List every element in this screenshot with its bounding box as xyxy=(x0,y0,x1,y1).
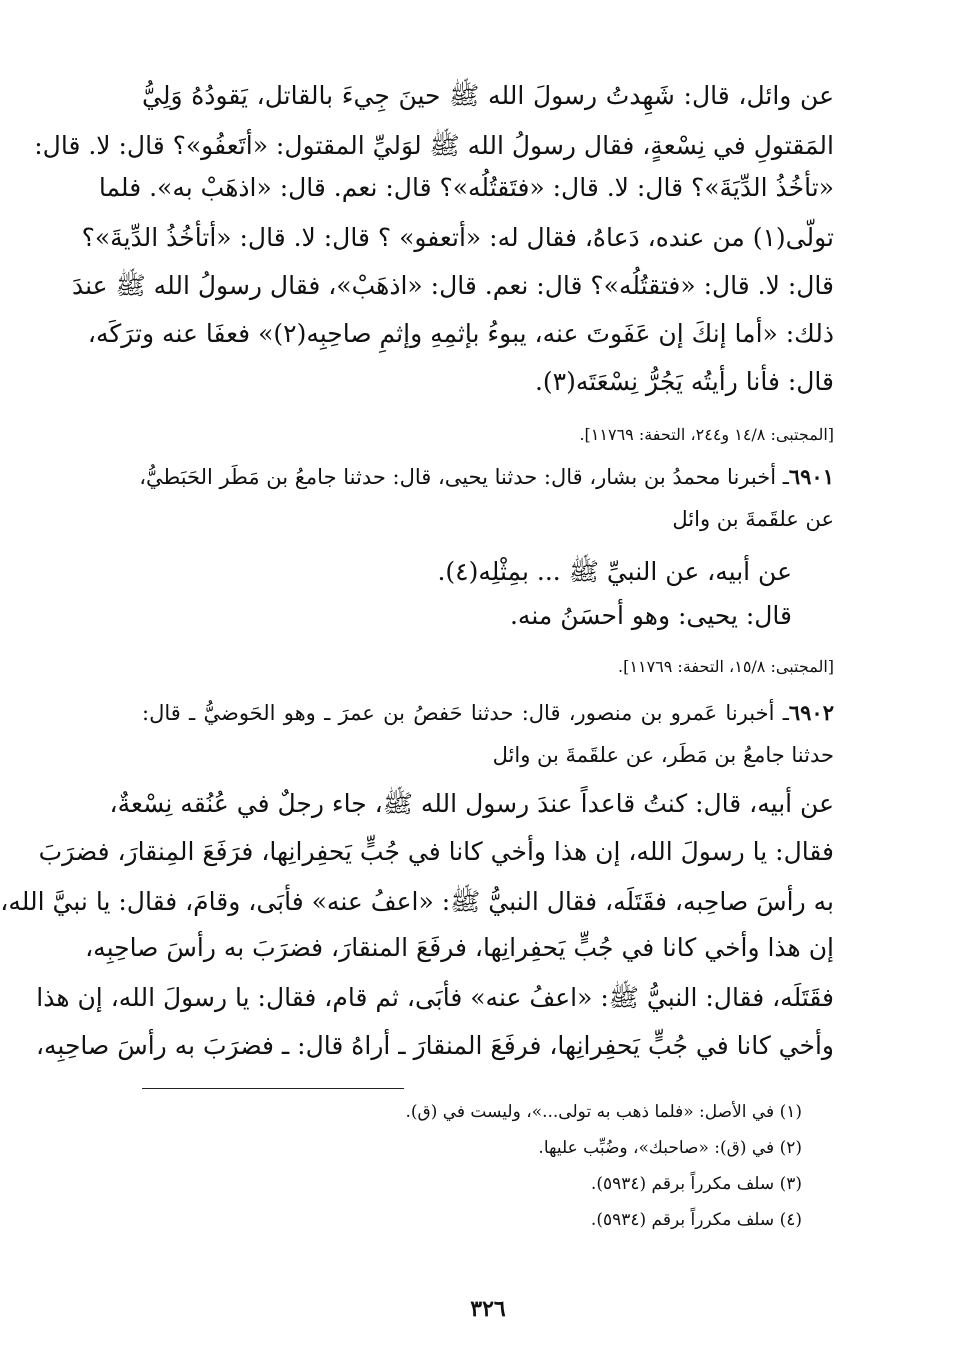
hadith-number: ٦٩٠٢ xyxy=(788,700,834,725)
hadith-6902-isnad-cont: حدثنا جامعُ بن مَطَر، عن علقَمةَ بن وائل xyxy=(492,743,834,767)
hadith-6901-isnad xyxy=(139,462,834,492)
hadith-number: ٦٩٠١ xyxy=(788,464,834,489)
footnote: (٣) سلف مكرراً برقم (٥٩٣٤). xyxy=(590,1174,802,1194)
page-number: ٣٢٦ xyxy=(470,1296,506,1322)
body-line: عن أبيه، قال: كنتُ قاعداً عندَ رسول الله ﷺ، جاء رجلٌ في عُنُقه نِسْعةٌ، xyxy=(109,789,834,818)
footnote: (١) في الأصل: «فلما ذهب به تولى...»، وليست في (ق). xyxy=(405,1102,802,1122)
source-reference: [المجتبى: ١٥/٨، التحفة: ١١٧٦٩]. xyxy=(618,657,834,676)
body-line: فقَتَلَه، فقال: النبيُّ ﷺ: «اعفُ عنه» فأبَى، ثم قام، فقال: يا رسولَ الله، إن هذا xyxy=(36,983,834,1012)
body-line: ذلك: «أما إنكَ إن عَفَوتَ عنه، يبوءُ بإثمِهِ وإثمِ صاحِبِه(٢)» فعفَا عنه وترَكَه، xyxy=(87,319,834,348)
footnote: (٢) في (ق): «صاحبك»، وضُبِّب عليها. xyxy=(538,1138,802,1158)
body-line: «تأخُذُ الدِّيَةَ»؟ قال: لا. قال: «فتَقتُلُه»؟ قال: نعم. قال: «اذهَبْ به». فلما xyxy=(98,173,834,202)
isnad-text: ـ أخبرنا محمدُ بن بشار، قال: حدثنا يحيى، قال: حدثنا جامعُ بن مَطَر الحَبَطيُّ، xyxy=(139,465,789,489)
body-line: تولّى(١) من عنده، دَعاهُ، فقال له: «أتعفو» ؟ قال: لا. قال: «أتأخُذُ الدِّيةَ»؟ xyxy=(81,223,834,252)
body-line: به رأسَ صاحِبه، فقَتَلَه، فقال النبيُّ ﷺ: «اعفُ عنه» فأبَى، وقامَ، فقال: يا نبيَّ الله، xyxy=(0,887,834,916)
body-line: إن هذا وأخي كانا في جُبٍّ يَحفِرانِها، فرفَعَ المنقارَ، فضرَبَ به رأسَ صاحِبِه، xyxy=(85,933,834,962)
hadith-6901-text: عن أبيه، عن النبيِّ ﷺ ... بمِثْلِه(٤). xyxy=(437,557,792,586)
body-line: المَقتولِ في نِسْعةٍ، فقال رسولُ الله ﷺ لوَليِّ المقتول: «أتَعفُو»؟ قال: لا. قال: xyxy=(34,131,834,160)
body-line: قال: لا. قال: «فتقتُلُه»؟ قال: نعم. قال: «اذهَبْ»، فقال رسولُ الله ﷺ عندَ xyxy=(72,271,834,300)
body-line: عن وائل، قال: شَهِدتُ رسولَ الله ﷺ حينَ جِيءَ بالقاتل، يَقودُهُ وَلِيُّ xyxy=(142,81,834,110)
footnote: (٤) سلف مكرراً برقم (٥٩٣٤). xyxy=(590,1210,802,1230)
hadith-6901-isnad-cont: عن علقَمةَ بن وائل xyxy=(672,507,834,531)
source-reference: [المجتبى: ١٤/٨ و٢٤٤، التحفة: ١١٧٦٩]. xyxy=(579,425,834,444)
hadith-6901-text: قال: يحيى: وهو أحسَنُ منه. xyxy=(509,601,792,630)
body-line: وأخي كانا في جُبٍّ يَحفِرانِها، فرفَعَ المنقارَ ـ أراهُ قال: ـ فضرَبَ به رأسَ صاحِبِه، xyxy=(35,1031,834,1060)
footnote-separator xyxy=(142,1088,404,1089)
body-line: فقال: يا رسولَ الله، إن هذا وأخي كانا في جُبٍّ يَحفِرانِها، فرَفَعَ المِنقارَ، فضرَبَ xyxy=(38,837,834,866)
isnad-text: ـ أخبرنا عَمرو بن منصور، قال: حدثنا حَفصُ بن عمرَ ـ وهو الحَوضيُّ ـ قال: xyxy=(142,701,789,725)
hadith-6902-isnad xyxy=(142,698,834,728)
body-line: قال: فأنا رأيتُه يَجُرُّ نِسْعَتَه(٣). xyxy=(534,367,834,396)
